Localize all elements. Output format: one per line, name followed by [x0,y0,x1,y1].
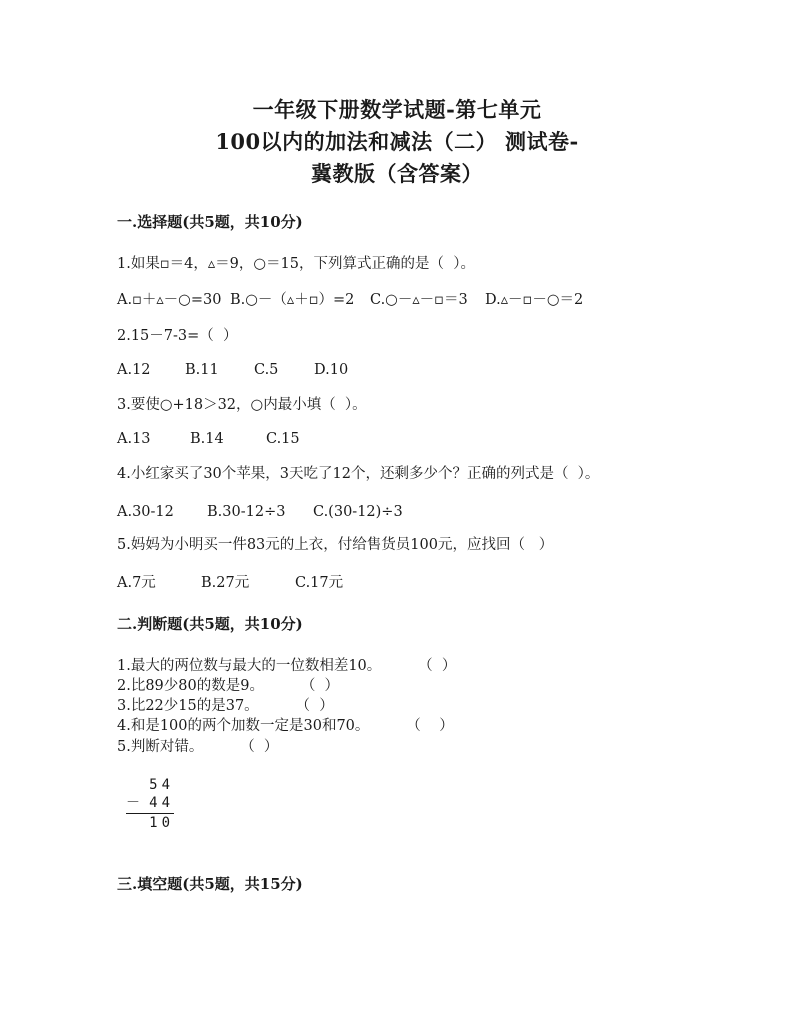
judge-item-4: 4.和是100的两个加数一定是30和70。 （ ） [117,718,454,734]
option-a: A.12 [117,362,151,378]
option-c: C.15 [266,431,300,447]
option-b: B.○－（▵＋▫）=2 [230,292,355,308]
option-b: B.11 [185,362,219,378]
option-d: D.▵－▫－○＝2 [485,292,584,308]
option-a: A.13 [117,431,151,447]
difference: 10 [149,815,174,831]
question-2: 2.15－7-3=（ ） [117,328,238,344]
option-c: C.○－▵－▫＝3 [370,292,468,308]
section-heading-fill: 三.填空题(共5题，共15分) [117,875,303,893]
minuend: 54 [149,777,174,793]
option-a: A.30-12 [117,504,174,520]
option-c: C.17元 [295,575,344,591]
judge-item-2: 2.比89少80的数是9。 （ ） [117,678,340,694]
subtrahend: 44 [149,795,174,811]
title-line-2: 100以内的加法和减法（二） 测试卷- [215,129,579,154]
option-d: D.10 [314,362,349,378]
question-3: 3.要使○+18＞32，○内最小填（ ）。 [117,397,367,413]
option-b: B.30-12÷3 [207,504,286,520]
question-5: 5.妈妈为小明买一件83元的上衣，付给售货员100元，应找回（ ） [117,537,554,553]
question-1: 1.如果▫＝4，▵＝9，○＝15，下列算式正确的是（ ）。 [117,256,475,272]
option-c: C.(30-12)÷3 [313,504,403,520]
option-a: A.7元 [117,575,156,591]
minus-sign: － [126,795,140,811]
judge-item-3: 3.比22少15的是37。 （ ） [117,698,334,714]
option-b: B.27元 [201,575,250,591]
judge-item-5: 5.判断对错。 （ ） [117,739,279,755]
question-4: 4.小红家买了30个苹果，3天吃了12个，还剩多少个？正确的列式是（ ）。 [117,466,600,482]
section-heading-judge: 二.判断题(共5题，共10分) [117,615,303,633]
section-heading-choice: 一.选择题(共5题，共10分) [117,213,303,231]
option-b: B.14 [190,431,224,447]
option-c: C.5 [254,362,279,378]
title-line-1: 一年级下册数学试题-第七单元 [252,97,542,122]
judge-item-1: 1.最大的两位数与最大的一位数相差10。 （ ） [117,658,457,674]
title-line-3: 冀教版（含答案） [311,161,483,186]
option-a: A.▫＋▵－○=30 [117,292,222,308]
